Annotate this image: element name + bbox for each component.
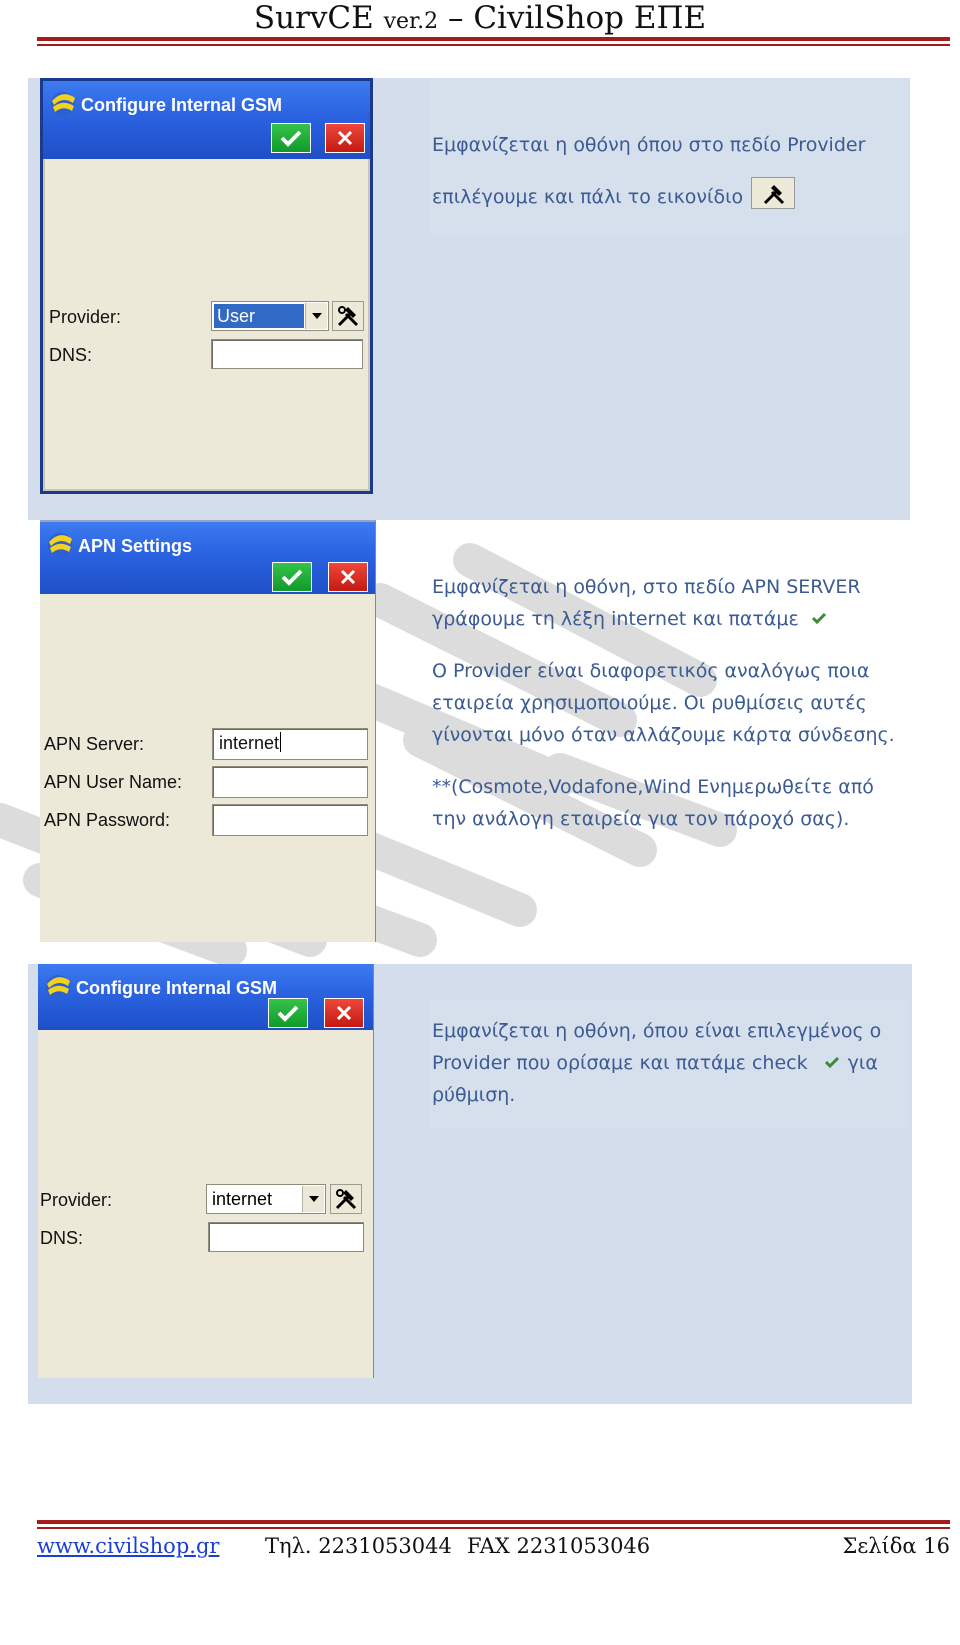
configure-gsm-screen-1 [40,78,373,494]
section2-text [432,571,910,835]
header-rule [37,37,950,41]
close-icon [334,1003,354,1023]
dns-label: DNS: [49,345,93,365]
check-icon [279,128,303,148]
section2-p2-line1: Ο Provider είναι διαφορετικός αναλόγως ποια [432,660,870,682]
provider-select[interactable] [206,1184,326,1214]
page-header-title: SurvCE ver.2 – CivilShop ΕΠΕ [253,0,707,36]
apn-password-label: APN Password: [44,810,171,830]
provider-tool-button[interactable] [330,1184,362,1214]
logo-icon [44,972,72,1002]
cancel-button[interactable] [328,562,368,592]
page-number: Σελίδα 16 [842,1534,950,1558]
section2-p2-line3: γίνονται μόνο όταν αλλάζουμε κάρτα σύνδεσης. [432,724,895,746]
apn-settings-screen [40,520,376,942]
check-icon [276,1003,300,1023]
section2-p3-line2: την ανάλογη εταιρεία για τον πάροχό σας). [432,808,850,830]
hammer-wrench-icon [336,304,360,328]
footer-rule-thin [37,1527,950,1529]
provider-value: User [214,304,304,328]
check-icon [280,567,304,587]
section3-line1: Εμφανίζεται η οθόνη, όπου είναι επιλεγμένος ο [432,1020,882,1042]
fax-number: FAX 2231053046 [467,1534,651,1558]
chevron-down-icon [309,1196,319,1202]
section1-line1: Εμφανίζεται η οθόνη όπου στο πεδίο Provider [432,134,866,156]
cancel-button[interactable] [324,998,364,1028]
provider-label: Provider: [40,1190,113,1210]
apn-server-label: APN Server: [44,734,145,754]
apn-username-label: APN User Name: [44,772,183,792]
dropdown-arrow[interactable] [302,1186,324,1212]
close-icon [335,128,355,148]
section2-p1-line1: Εμφανίζεται η οθόνη, στο πεδίο APN SERVER [432,576,861,598]
titlebar [43,81,370,159]
hammer-wrench-icon [762,182,786,206]
provider-value: internet [212,1189,273,1209]
page-footer [37,1534,950,1566]
dns-field[interactable] [211,339,363,369]
check-icon [824,1055,840,1069]
dns-label: DNS: [40,1228,84,1248]
chevron-down-icon [312,313,322,319]
section3-line2: Provider που ορίσαμε και πατάμε check για [432,1052,878,1074]
section1-text [432,129,908,213]
phone-number: Τηλ. 2231053044 [265,1534,452,1558]
ok-button[interactable] [272,562,312,592]
logo-icon [46,530,74,560]
tool-icon-inline [751,177,795,209]
section3-line3: ρύθμιση. [432,1084,516,1106]
provider-select[interactable] [211,301,329,331]
titlebar [40,522,375,594]
window-title: Configure Internal GSM [81,95,283,115]
footer-rule [37,1520,950,1524]
provider-tool-button[interactable] [332,301,364,331]
provider-label: Provider: [49,307,122,327]
window-title: Configure Internal GSM [76,978,278,998]
cancel-button[interactable] [325,123,365,153]
section3-text [432,1015,910,1111]
header-rule-thin [37,44,950,46]
ok-button[interactable] [271,123,311,153]
dns-field[interactable] [208,1222,364,1252]
apn-username-input[interactable] [212,766,368,798]
logo-icon [49,89,77,119]
website-link[interactable]: www.civilshop.gr [37,1534,220,1558]
close-icon [338,567,358,587]
titlebar [38,964,373,1030]
dropdown-arrow[interactable] [305,303,327,329]
check-icon [811,611,827,625]
window-title: APN Settings [78,536,193,556]
section2-p1-line2: γράφουμε τη λέξη internet και πατάμε [432,603,910,635]
section2-p2-line2: εταιρεία χρησιμοποιούμε. Οι ρυθμίσεις αυτές [432,692,867,714]
configure-gsm-screen-2 [38,964,374,1378]
ok-button[interactable] [268,998,308,1028]
section1-line2: επιλέγουμε και πάλι το εικονίδιο [432,177,908,213]
text-caret [280,732,281,752]
apn-password-input[interactable] [212,804,368,836]
apn-server-input[interactable]: internet [212,728,368,760]
hammer-wrench-icon [334,1187,358,1211]
section2-p3-line1: **(Cosmote,Vodafone,Wind Ενημερωθείτε από [432,776,874,798]
